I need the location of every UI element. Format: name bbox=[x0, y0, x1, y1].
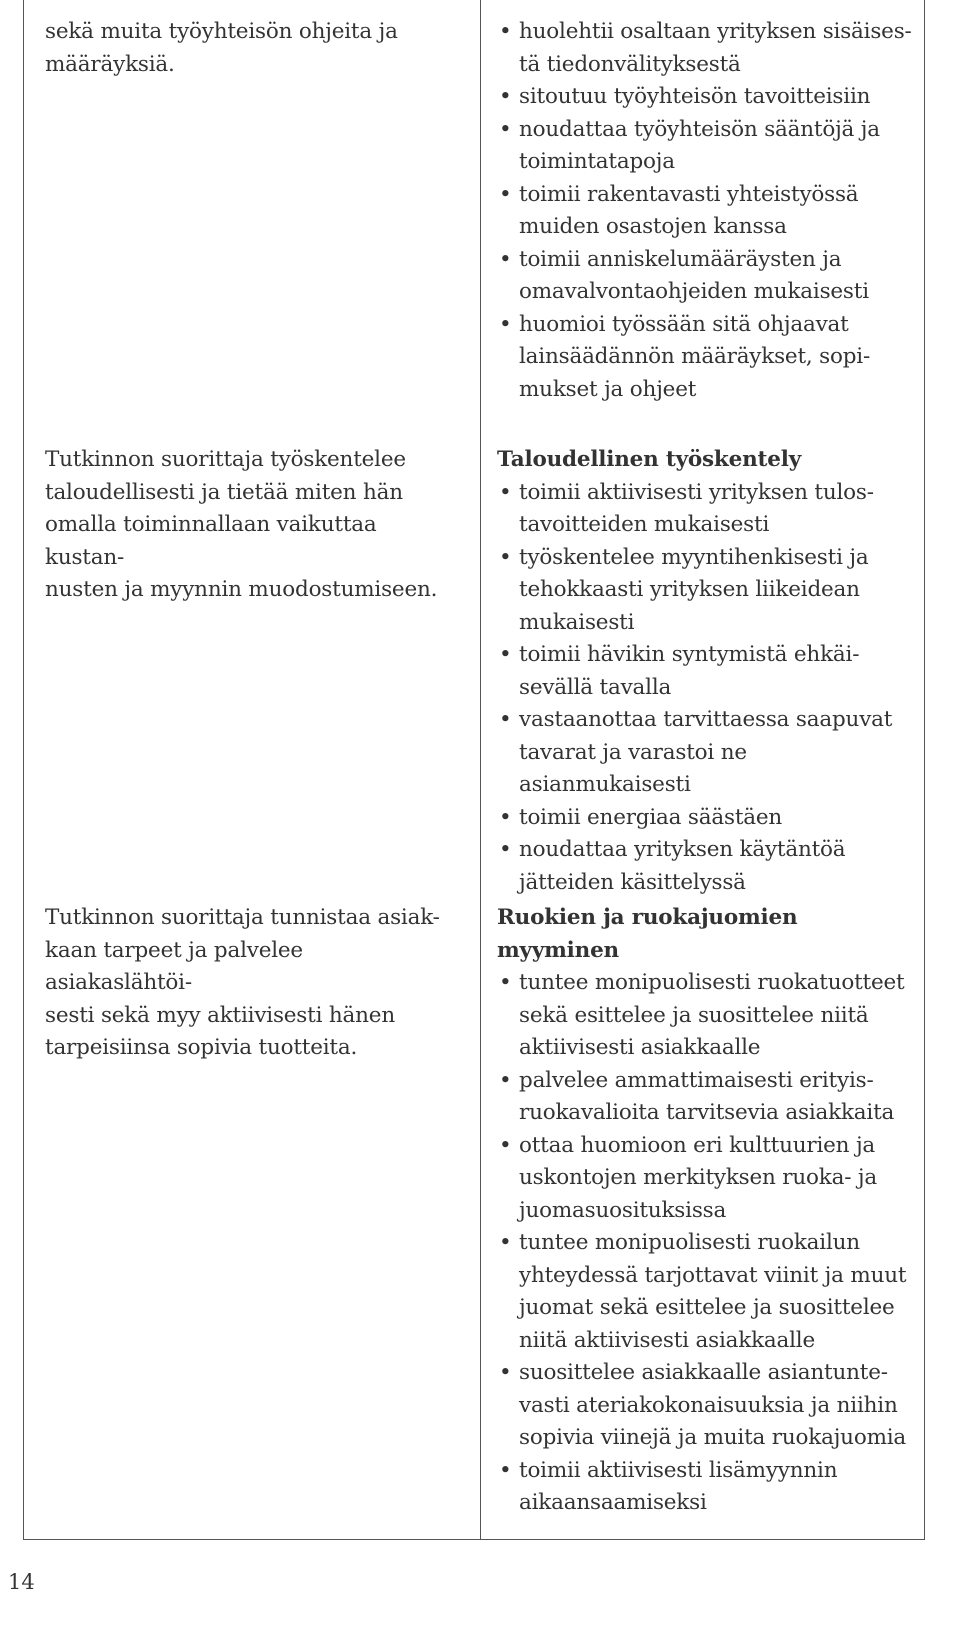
text-line: määräyksiä. bbox=[45, 51, 175, 77]
list-item bbox=[497, 834, 917, 899]
bullet-icon: • bbox=[499, 1360, 512, 1385]
right-section-2 bbox=[497, 444, 917, 899]
list-item bbox=[497, 704, 917, 802]
text-line: kaan tarpeet ja palvelee asiakaslähtöi- bbox=[45, 937, 303, 995]
list-item-line: vastaanottaa tarvittaessa saapuvat bbox=[519, 707, 893, 732]
list-item bbox=[497, 542, 917, 640]
list-item-line: palvelee ammattimaisesti erityis- bbox=[519, 1067, 874, 1093]
list-item-line: juomasuosituksissa bbox=[519, 1197, 727, 1223]
bullet-list-3 bbox=[497, 967, 917, 1520]
list-item bbox=[497, 16, 917, 81]
page-number: 14 bbox=[8, 1570, 35, 1594]
text-line: sekä muita työyhteisön ohjeita ja bbox=[45, 19, 398, 44]
list-item bbox=[497, 802, 917, 835]
bullet-icon: • bbox=[499, 970, 512, 995]
list-item-line: tehokkaasti yrityksen liikeidean bbox=[519, 577, 860, 602]
list-item-line: toimii aktiivisesti lisämyynnin bbox=[519, 1457, 838, 1483]
list-item bbox=[497, 81, 917, 114]
list-item-line: tuntee monipuolisesti ruokailun bbox=[519, 1230, 860, 1255]
list-item-line: tä tiedonvälityksestä bbox=[519, 51, 741, 77]
bullet-icon: • bbox=[499, 707, 512, 732]
list-item bbox=[497, 477, 917, 542]
list-item-line: ruokavalioita tarvitsevia asiakkaita bbox=[519, 1100, 895, 1125]
list-item-line: sevällä tavalla bbox=[519, 674, 672, 700]
list-item bbox=[497, 1065, 917, 1130]
text-line: taloudellisesti ja tietää miten hän bbox=[45, 479, 403, 505]
bullet-icon: • bbox=[499, 544, 512, 570]
text-line: Tutkinnon suorittaja tunnistaa asiak- bbox=[45, 905, 440, 930]
bullet-icon: • bbox=[499, 804, 512, 830]
list-item-line: tuntee monipuolisesti ruokatuotteet bbox=[519, 970, 905, 995]
bullet-icon: • bbox=[499, 837, 512, 862]
text-line: nusten ja myynnin muodostumiseen. bbox=[45, 577, 438, 602]
list-item-line: muiden osastojen kanssa bbox=[519, 214, 787, 239]
list-item-line: sopivia viinejä ja muita ruokajuomia bbox=[519, 1425, 907, 1450]
bullet-icon: • bbox=[499, 246, 512, 272]
list-item bbox=[497, 179, 917, 244]
list-item-line: mukset ja ohjeet bbox=[519, 376, 697, 402]
text-line: tarpeisiinsa sopivia tuotteita. bbox=[45, 1035, 358, 1060]
list-item bbox=[497, 1227, 917, 1357]
list-item-line: omavalvontaohjeiden mukaisesti bbox=[519, 279, 869, 304]
list-item bbox=[497, 639, 917, 704]
list-item-line: ottaa huomioon eri kulttuurien ja bbox=[519, 1132, 876, 1158]
list-item-line: huomioi työssään sitä ohjaavat bbox=[519, 311, 849, 337]
bullet-icon: • bbox=[499, 181, 512, 207]
list-item bbox=[497, 114, 917, 179]
bullet-icon: • bbox=[499, 116, 512, 142]
list-item bbox=[497, 1455, 917, 1520]
list-item-line: toimii rakentavasti yhteistyössä bbox=[519, 181, 859, 207]
list-item-line: tavarat ja varastoi ne asianmukaisesti bbox=[519, 739, 747, 797]
list-item-line: uskontojen merkityksen ruoka- ja bbox=[519, 1165, 877, 1190]
left-text-block-3 bbox=[45, 902, 455, 1065]
bullet-list-2 bbox=[497, 477, 917, 900]
list-item-line: aikaansaamiseksi bbox=[519, 1490, 707, 1515]
list-item bbox=[497, 309, 917, 407]
list-item-line: toimii hävikin syntymistä ehkäi- bbox=[519, 642, 860, 667]
section-title-economic-work: Taloudellinen työskentely bbox=[497, 447, 801, 472]
list-item-line: niitä aktiivisesti asiakkaalle bbox=[519, 1327, 816, 1353]
right-section-1 bbox=[497, 16, 917, 406]
list-item-line: toimintatapoja bbox=[519, 149, 675, 174]
list-item-line: tavoitteiden mukaisesti bbox=[519, 512, 770, 537]
left-text-block-1 bbox=[45, 16, 455, 81]
list-item bbox=[497, 244, 917, 309]
bullet-list-1 bbox=[497, 16, 917, 406]
bullet-icon: • bbox=[499, 1067, 512, 1093]
section-title-food-beverage-sales: Ruokien ja ruokajuomien myyminen bbox=[497, 905, 798, 963]
bullet-icon: • bbox=[499, 479, 512, 505]
bullet-icon: • bbox=[499, 311, 512, 337]
list-item-line: juomat sekä esittelee ja suosittelee bbox=[519, 1295, 895, 1320]
text-line: sesti sekä myy aktiivisesti hänen bbox=[45, 1002, 395, 1028]
list-item-line: toimii anniskelumääräysten ja bbox=[519, 246, 842, 272]
text-line: Tutkinnon suorittaja työskentelee bbox=[45, 447, 406, 472]
column-divider bbox=[480, 0, 481, 1540]
list-item-line: aktiivisesti asiakkaalle bbox=[519, 1035, 761, 1060]
list-item-line: sekä esittelee ja suosittelee niitä bbox=[519, 1002, 869, 1028]
list-item-line: sitoutuu työyhteisön tavoitteisiin bbox=[519, 84, 871, 109]
list-item-line: noudattaa työyhteisön sääntöjä ja bbox=[519, 116, 880, 142]
list-item bbox=[497, 967, 917, 1065]
list-item-line: toimii energiaa säästäen bbox=[519, 804, 783, 830]
list-item-line: lainsäädännön määräykset, sopi- bbox=[519, 344, 871, 369]
list-item-line: noudattaa yrityksen käytäntöä bbox=[519, 837, 846, 862]
text-line: omalla toiminnallaan vaikuttaa kustan- bbox=[45, 512, 377, 570]
bullet-icon: • bbox=[499, 19, 512, 44]
list-item-line: vasti ateriakokonaisuuksia ja niihin bbox=[519, 1392, 898, 1418]
right-section-3 bbox=[497, 902, 917, 1520]
bullet-icon: • bbox=[499, 1230, 512, 1255]
bullet-icon: • bbox=[499, 642, 512, 667]
list-item-line: toimii aktiivisesti yrityksen tulos- bbox=[519, 479, 874, 505]
list-item bbox=[497, 1357, 917, 1455]
list-item-line: suosittelee asiakkaalle asiantunte- bbox=[519, 1360, 888, 1385]
bullet-icon: • bbox=[499, 1457, 512, 1483]
bullet-icon: • bbox=[499, 1132, 512, 1158]
bullet-icon: • bbox=[499, 84, 512, 109]
list-item-line: jätteiden käsittelyssä bbox=[519, 869, 746, 895]
list-item-line: mukaisesti bbox=[519, 609, 635, 635]
list-item-line: yhteydessä tarjottavat viinit ja muut bbox=[519, 1262, 907, 1288]
list-item-line: työskentelee myyntihenkisesti ja bbox=[519, 544, 869, 570]
list-item bbox=[497, 1130, 917, 1228]
left-text-block-2 bbox=[45, 444, 455, 607]
list-item-line: huolehtii osaltaan yrityksen sisäises- bbox=[519, 19, 912, 44]
